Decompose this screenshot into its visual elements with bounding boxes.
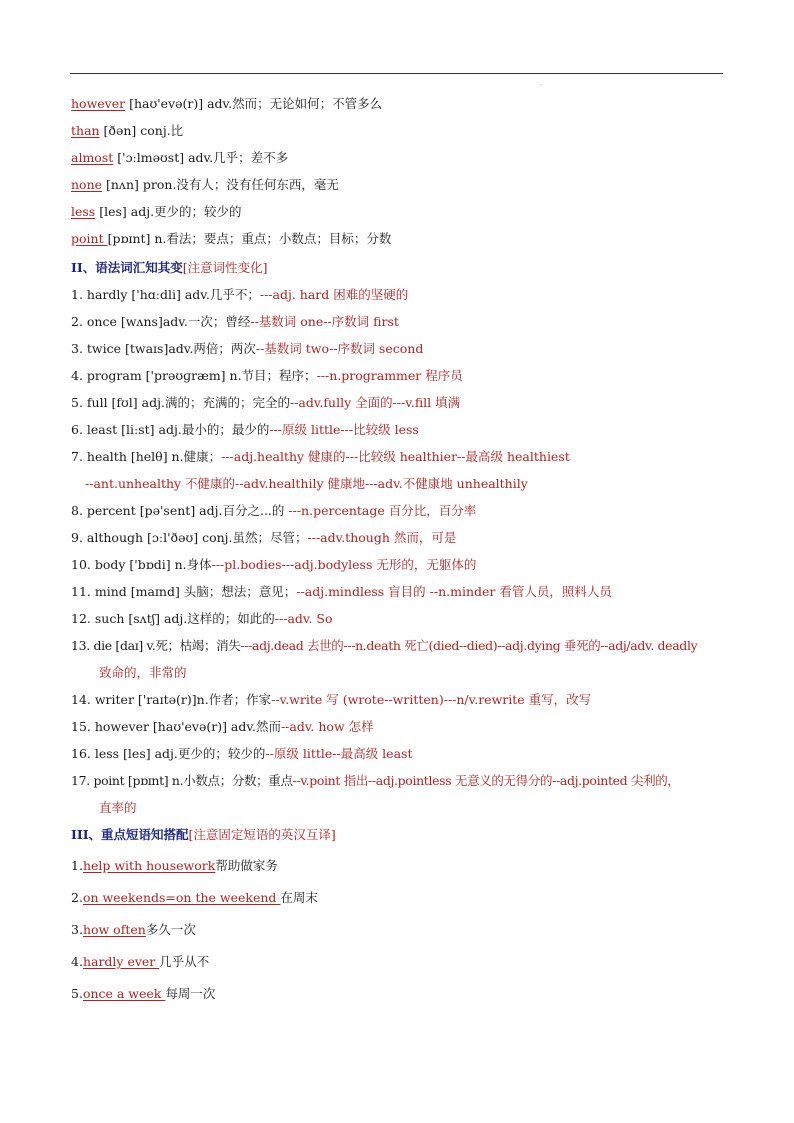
section-2-note: [注意词性变化] bbox=[182, 260, 268, 275]
grammar-item bbox=[71, 605, 731, 632]
grammar-item-continued bbox=[71, 794, 731, 821]
phrase-number: 1. bbox=[71, 858, 83, 873]
phrase-chinese: 在周末 bbox=[280, 890, 318, 905]
grammar-derivation: ---adv.though 然而，可是 bbox=[307, 530, 457, 545]
grammar-text: 8. percent [pə'sent] adj.百分之...的 bbox=[71, 503, 289, 518]
grammar-item-continued bbox=[71, 659, 731, 686]
phrase-number: 5. bbox=[71, 986, 83, 1001]
grammar-text: 4. program ['prəʊɡræm] n.节目；程序； bbox=[71, 368, 317, 383]
grammar-item bbox=[71, 362, 731, 389]
grammar-text: 13. die [daɪ] v.死；枯竭；消失 bbox=[71, 638, 241, 653]
section-2-heading bbox=[71, 254, 731, 281]
grammar-item bbox=[71, 416, 731, 443]
vocab-definition: [ðən] conj.比 bbox=[99, 123, 184, 138]
section-3-heading bbox=[71, 821, 731, 848]
header-dot: . bbox=[540, 80, 542, 87]
grammar-derivation: ---adj.dead 去世的---n.death 死亡(died--died)--adj.dying 垂死的--adj/adv. deadly bbox=[240, 638, 698, 653]
phrase-chinese: 每周一次 bbox=[165, 986, 216, 1001]
phrase-english: once a week bbox=[82, 986, 166, 1001]
grammar-item bbox=[71, 281, 731, 308]
grammar-list bbox=[71, 281, 731, 821]
grammar-derivation: --v.point 指出--adj.pointless 无意义的无得分的--adj.pointed 尖利的， bbox=[292, 773, 680, 788]
phrase-english: how often bbox=[82, 922, 146, 937]
vocab-word: however bbox=[71, 96, 126, 111]
vocab-item bbox=[71, 90, 731, 117]
phrase-item bbox=[71, 882, 731, 914]
phrase-item bbox=[71, 978, 731, 1010]
header-rule bbox=[70, 73, 723, 74]
phrase-chinese: 多久一次 bbox=[145, 922, 196, 937]
grammar-item bbox=[71, 443, 731, 470]
grammar-derivation: --adj.mindless 盲目的 --n.minder 看管人员，照料人员 bbox=[296, 584, 612, 599]
grammar-derivation: ---adj.healthy 健康的---比较级 healthier--最高级 healthiest bbox=[221, 449, 570, 464]
grammar-derivation: --基数词 one--序数词 first bbox=[250, 314, 399, 329]
grammar-item bbox=[71, 713, 731, 740]
grammar-text: 17. point [pɒɪnt] n.小数点；分数；重点 bbox=[71, 773, 293, 788]
grammar-derivation: --adv.fully 全面的---v.fill 填满 bbox=[289, 395, 461, 410]
grammar-derivation: ---pl.bodies---adj.bodyless 无形的，无躯体的 bbox=[211, 557, 477, 572]
vocab-word: than bbox=[71, 123, 100, 138]
section-2-title: II、语法词汇知其变 bbox=[71, 260, 183, 275]
grammar-derivation: --ant.unhealthy 不健康的--adv.healthily 健康地---adv.不健康地 unhealthily bbox=[85, 476, 528, 491]
phrase-english: on weekends=on the weekend bbox=[82, 890, 281, 905]
phrase-item bbox=[71, 914, 731, 946]
vocab-definition: [pɒɪnt] n.看法；要点；重点；小数点；目标；分数 bbox=[107, 231, 392, 246]
worksheet-page bbox=[71, 90, 731, 1010]
phrase-chinese: 几乎从不 bbox=[159, 954, 210, 969]
grammar-derivation: 直率的 bbox=[99, 800, 137, 815]
grammar-text: 5. full [fʊl] adj.满的；充满的；完全的 bbox=[71, 395, 290, 410]
vocab-item bbox=[71, 171, 731, 198]
section-3-note: [注意固定短语的英汉互译] bbox=[188, 827, 336, 842]
phrase-english: help with housework bbox=[82, 858, 216, 873]
grammar-derivation: ---原级 little---比较级 less bbox=[269, 422, 419, 437]
grammar-item bbox=[71, 389, 731, 416]
grammar-text: 6. least [liːst] adj.最小的；最少的 bbox=[71, 422, 270, 437]
vocab-item bbox=[71, 144, 731, 171]
vocab-word: point bbox=[71, 231, 108, 246]
grammar-item bbox=[71, 578, 731, 605]
grammar-item bbox=[71, 524, 731, 551]
phrase-number: 3. bbox=[71, 922, 83, 937]
grammar-item bbox=[71, 686, 731, 713]
vocab-word: less bbox=[71, 204, 96, 219]
grammar-derivation: ---n.programmer 程序员 bbox=[316, 368, 463, 383]
grammar-text: 14. writer ['raɪtə(r)]n.作者；作家 bbox=[71, 692, 272, 707]
phrase-number: 2. bbox=[71, 890, 83, 905]
phrase-item bbox=[71, 850, 731, 882]
vocab-definition: ['ɔːlməʊst] adv.几乎；差不多 bbox=[113, 150, 289, 165]
grammar-item bbox=[71, 551, 731, 578]
grammar-text: 12. such [sʌtʃ] adj.这样的；如此的 bbox=[71, 611, 275, 626]
grammar-item bbox=[71, 497, 731, 524]
vocab-word: almost bbox=[71, 150, 114, 165]
vocab-definition: [haʊ'evə(r)] adv.然而；无论如何；不管多么 bbox=[125, 96, 383, 111]
grammar-item bbox=[71, 632, 731, 659]
grammar-text: 3. twice [twaɪs]adv.两倍；两次 bbox=[71, 341, 256, 356]
grammar-derivation: ---n.percentage 百分比，百分率 bbox=[288, 503, 477, 518]
grammar-derivation: ---adv. So bbox=[274, 611, 333, 626]
phrase-number: 4. bbox=[71, 954, 83, 969]
grammar-text: 11. mind [maɪnd] 头脑；想法；意见； bbox=[71, 584, 297, 599]
grammar-derivation: --adv. how 怎样 bbox=[280, 719, 374, 734]
phrase-list bbox=[71, 850, 731, 1010]
phrase-item bbox=[71, 946, 731, 978]
section-3-title: III、重点短语知搭配 bbox=[71, 827, 189, 842]
grammar-text: 9. although [ɔːl'ðəʊ] conj.虽然；尽管； bbox=[71, 530, 308, 545]
grammar-item bbox=[71, 740, 731, 767]
phrase-chinese: 帮助做家务 bbox=[215, 858, 278, 873]
grammar-derivation: --原级 little--最高级 least bbox=[265, 746, 413, 761]
vocab-list bbox=[71, 90, 731, 252]
grammar-derivation: --v.write 写 (wrote--written)---n/v.rewrite 重写，改写 bbox=[271, 692, 592, 707]
grammar-item-continued bbox=[71, 470, 731, 497]
phrase-english: hardly ever bbox=[82, 954, 160, 969]
grammar-item bbox=[71, 308, 731, 335]
grammar-text: 7. health [helθ] n.健康； bbox=[71, 449, 222, 464]
grammar-derivation: ---adj. hard 困难的坚硬的 bbox=[259, 287, 409, 302]
vocab-definition: [les] adj.更少的；较少的 bbox=[95, 204, 242, 219]
grammar-derivation: 致命的，非常的 bbox=[99, 665, 187, 680]
grammar-text: 16. less [les] adj.更少的；较少的 bbox=[71, 746, 266, 761]
grammar-derivation: --基数词 two--序数词 second bbox=[255, 341, 424, 356]
vocab-item bbox=[71, 225, 731, 252]
grammar-item bbox=[71, 767, 731, 794]
vocab-definition: [nʌn] pron.没有人；没有任何东西，毫无 bbox=[102, 177, 339, 192]
vocab-item bbox=[71, 198, 731, 225]
grammar-text: 10. body ['bɒdi] n.身体 bbox=[71, 557, 212, 572]
grammar-text: 2. once [wʌns]adv.一次；曾经 bbox=[71, 314, 251, 329]
grammar-text: 15. however [haʊ'evə(r)] adv.然而 bbox=[71, 719, 281, 734]
vocab-word: none bbox=[71, 177, 103, 192]
vocab-item bbox=[71, 117, 731, 144]
grammar-text: 1. hardly ['hɑːdli] adv.几乎不； bbox=[71, 287, 260, 302]
grammar-item bbox=[71, 335, 731, 362]
